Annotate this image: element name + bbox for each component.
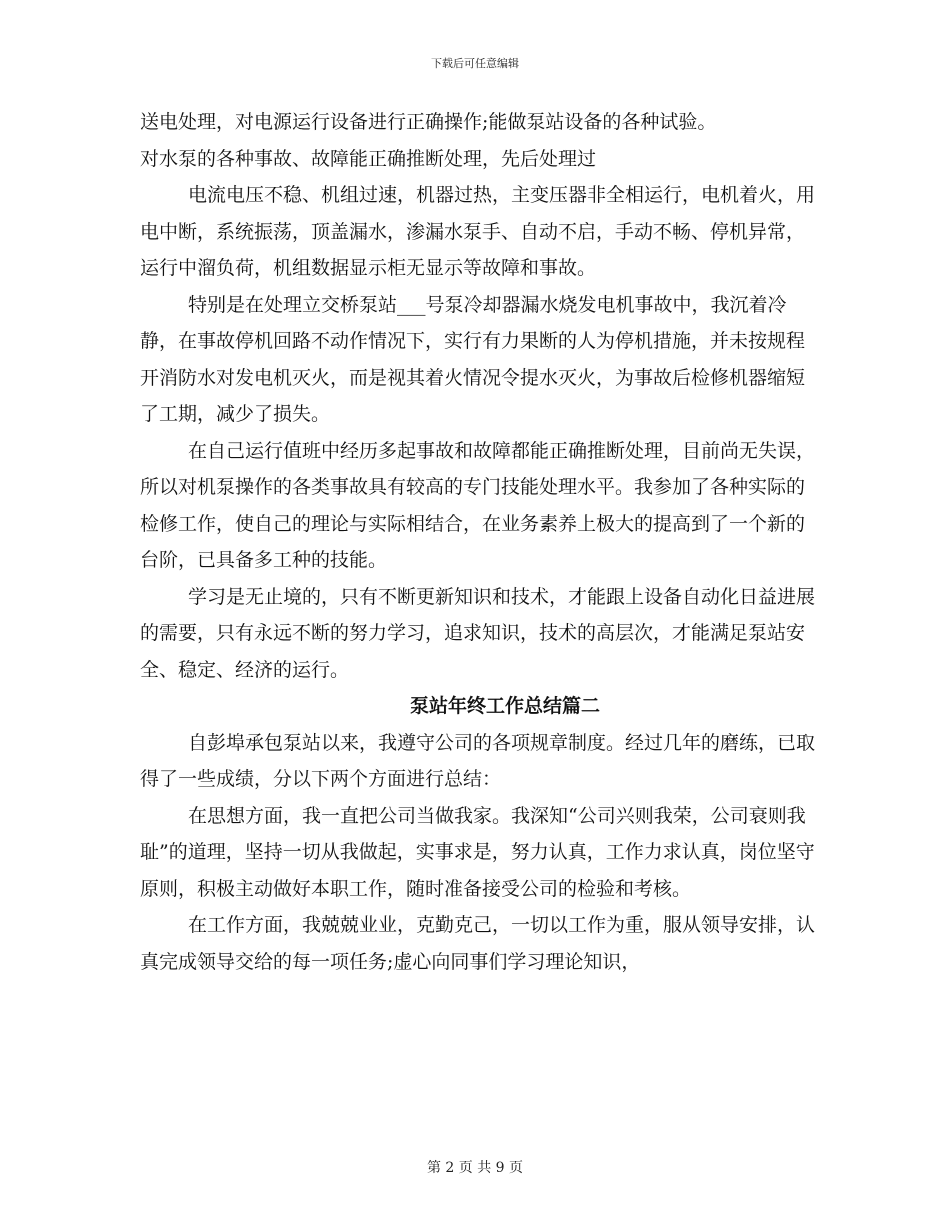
paragraph-intro: 自彭埠承包泵站以来，我遵守公司的各项规章制度。经过几年的磨练，已取得了一些成绩，分以下两个方面进行总结： <box>140 731 816 790</box>
section-title: 泵站年终工作总结篇二 <box>409 695 600 717</box>
paragraph-learning: 学习是无止境的，只有不断更新知识和技术，才能跟上设备自动化日益进展的需要，只有永远不断的努力学习，追求知识，技术的高层次，才能满足泵站安全、稳定、经济的运行。 <box>140 585 816 681</box>
paragraph-continued-line-1: 送电处理，对电源运行设备进行正确操作;能做泵站设备的各种试验。 <box>140 111 717 133</box>
paragraph-work: 在工作方面，我兢兢业业，克勤克己，一切以工作为重，服从领导安排，认真完成领导交给的每一项任务;虚心向同事们学习理论知识， <box>140 914 816 973</box>
document-body <box>140 104 820 980</box>
paragraph-skills: 在自己运行值班中经历多起事故和故障都能正确推断处理，目前尚无失误，所以对机泵操作的各类事故具有较高的专门技能处理水平。我参加了各种实际的检修工作，使自己的理论与实际相结合，在业务素养上极大的提高到了一个新的台阶，已具备多工种的技能。 <box>140 439 816 571</box>
page-number: 第 2 页 共 9 页 <box>426 1160 524 1176</box>
page-header-note: 下载后可任意编辑 <box>431 57 519 70</box>
paragraph-fault-list: 电流电压不稳、机组过速，机器过热，主变压器非全相运行，电机着火，用电中断，系统振荡，顶盖漏水，渗漏水泵手、自动不启，手动不畅、停机异常，运行中溜负荷，机组数据显示柜无显示等故障和事故。 <box>140 184 816 279</box>
paragraph-thought: 在思想方面，我一直把公司当做我家。我深知“公司兴则我荣，公司衰则我耻”的道理，坚持一切从我做起，实事求是，努力认真，工作力求认真，岗位坚守原则，积极主动做好本职工作，随时准备接受公司的检验和考核。 <box>140 804 815 900</box>
paragraph-continued-line-2: 对水泵的各种事故、故障能正确推断处理，先后处理过 <box>140 147 597 170</box>
paragraph-accident-handling: 特别是在处理立交桥泵站___号泵冷却器漏水烧发电机事故中，我沉着冷静，在事故停机回路不动作情况下，实行有力果断的人为停机措施，并未按规程开消防水对发电机灭火，而是视其着火情况令提水灭火，为事故后检修机器缩短了工期，减少了损失。 <box>140 293 806 425</box>
